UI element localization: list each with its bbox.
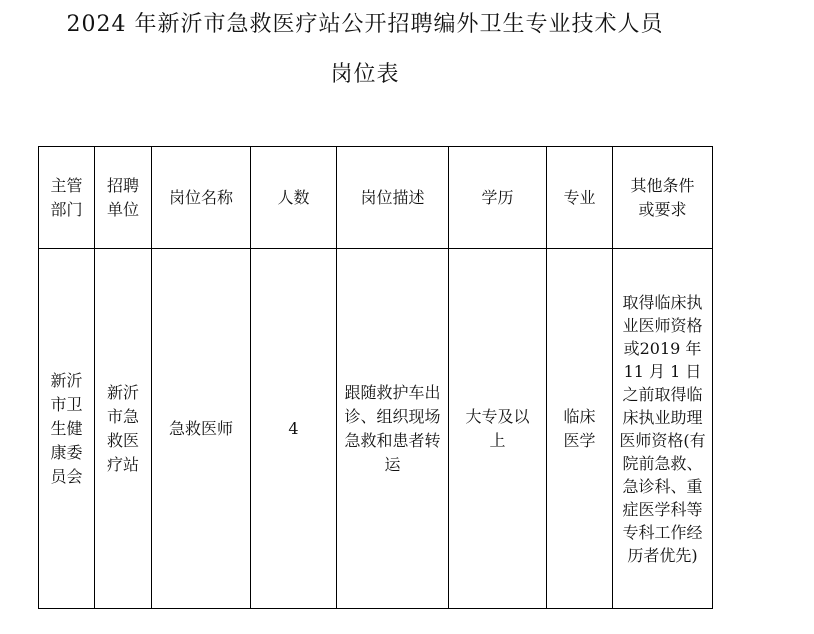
header-department: 主管部门 bbox=[39, 147, 95, 249]
cell-other: 取得临床执业医师资格或2019 年 11 月 1 日之前取得临床执业助理医师资格(有院前急救、急诊科、重症医学科等专科工作经历者优先) bbox=[613, 249, 713, 609]
cell-department: 新沂市卫生健康委员会 bbox=[39, 249, 95, 609]
header-position: 岗位名称 bbox=[152, 147, 251, 249]
job-table bbox=[38, 146, 713, 609]
header-row bbox=[39, 147, 713, 249]
page-subtitle: 岗位表 bbox=[330, 62, 400, 87]
cell-major: 临床医学 bbox=[547, 249, 613, 609]
table-row bbox=[39, 249, 713, 609]
header-count: 人数 bbox=[251, 147, 337, 249]
cell-description: 跟随救护车出诊、组织现场急救和患者转运 bbox=[337, 249, 449, 609]
header-other: 其他条件或要求 bbox=[613, 147, 713, 249]
cell-education: 大专及以上 bbox=[449, 249, 547, 609]
header-unit: 招聘单位 bbox=[95, 147, 152, 249]
cell-count: 4 bbox=[251, 249, 337, 609]
header-major: 专业 bbox=[547, 147, 613, 249]
cell-position: 急救医师 bbox=[152, 249, 251, 609]
header-description: 岗位描述 bbox=[337, 147, 449, 249]
cell-unit: 新沂市急救医疗站 bbox=[95, 249, 152, 609]
page-title: 2024 年新沂市急救医疗站公开招聘编外卫生专业技术人员 bbox=[66, 12, 664, 37]
header-education: 学历 bbox=[449, 147, 547, 249]
